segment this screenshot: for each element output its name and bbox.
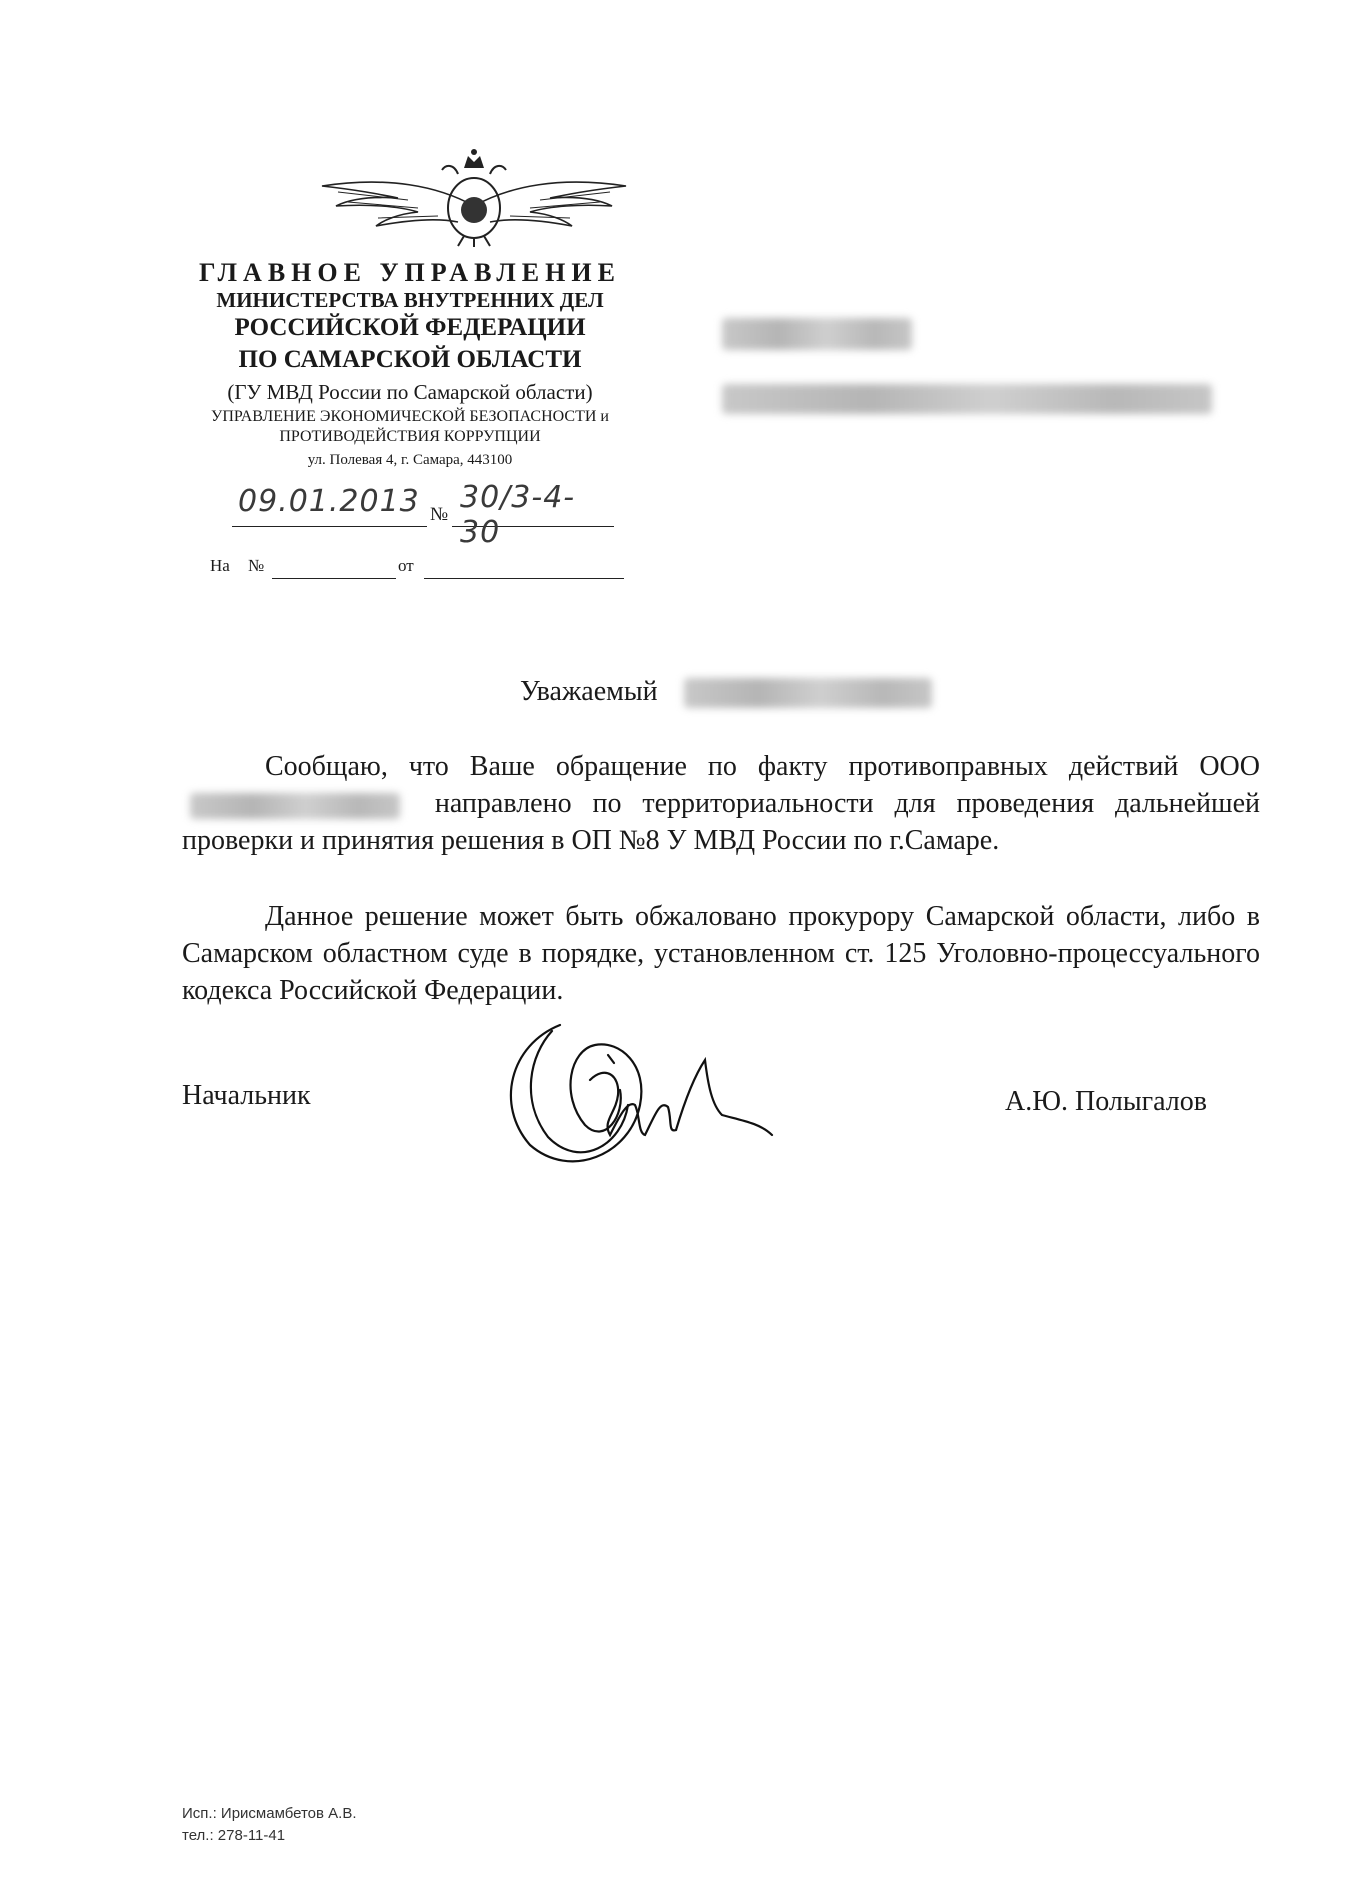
redacted-addressee-name [722,318,912,350]
header-department-line2: ПРОТИВОДЕЙСТВИЯ КОРРУПЦИИ [279,428,541,445]
header-region: ПО САМАРСКОЙ ОБЛАСТИ [238,346,582,373]
paragraph-1-start: Сообщаю, что Ваше обращение по факту противоправных действий ООО [265,751,1260,782]
reply-from: от [398,556,414,575]
outgoing-number-line [452,480,614,550]
header-department [160,407,660,447]
outgoing-date-line [232,484,427,527]
header-address: ул. Полевая 4, г. Самара, 443100 [307,452,513,468]
header-ministry: МИНИСТЕРСТВА ВНУТРЕННИХ ДЕЛ [216,288,604,312]
handwritten-signature [490,1005,780,1175]
reply-number-sign: № [248,556,265,575]
outgoing-number: 30/3-4-30 [460,480,576,550]
header-department-line1: УПРАВЛЕНИЕ ЭКОНОМИЧЕСКОЙ БЕЗОПАСНОСТИ и [211,408,609,425]
executor-info: Исп.: Ирисмамбетов А.В. [182,1805,357,1822]
redacted-recipient-name [684,678,932,708]
header-agency-title: ГЛАВНОЕ УПРАВЛЕНИЕ [199,258,621,287]
reply-prefix: На [210,556,230,575]
paragraph-2: Данное решение может быть обжаловано прокурору Самарской области, либо в Самарском областном суде в порядке, установленном ст. 125 Уголовно-процессуального кодекса Российской Федерации. [182,901,1260,1006]
header-abbreviation: (ГУ МВД России по Самарской области) [227,380,593,404]
salutation-text: Уважаемый [520,676,658,707]
mvd-emblem-icon [318,146,630,248]
outgoing-number-sign: № [430,504,449,525]
reply-date-line [424,559,624,579]
signer-name: А.Ю. Полыгалов [1005,1086,1207,1117]
reply-number-line [272,559,396,579]
redacted-company-name [190,793,400,819]
header-federation: РОССИЙСКОЙ ФЕДЕРАЦИИ [234,314,586,341]
salutation [520,676,658,708]
redacted-addressee-address [722,384,1212,414]
executor-phone: тел.: 278-11-41 [182,1827,286,1844]
signer-position: Начальник [182,1080,311,1111]
outgoing-date: 09.01.2013 [238,484,420,519]
paragraph-1-end: направлено по территориальности для проведения дальнейшей проверки и принятия решения в ОП №8 У МВД России по г.Самаре. [182,788,1261,856]
paragraph-1 [182,748,1260,859]
